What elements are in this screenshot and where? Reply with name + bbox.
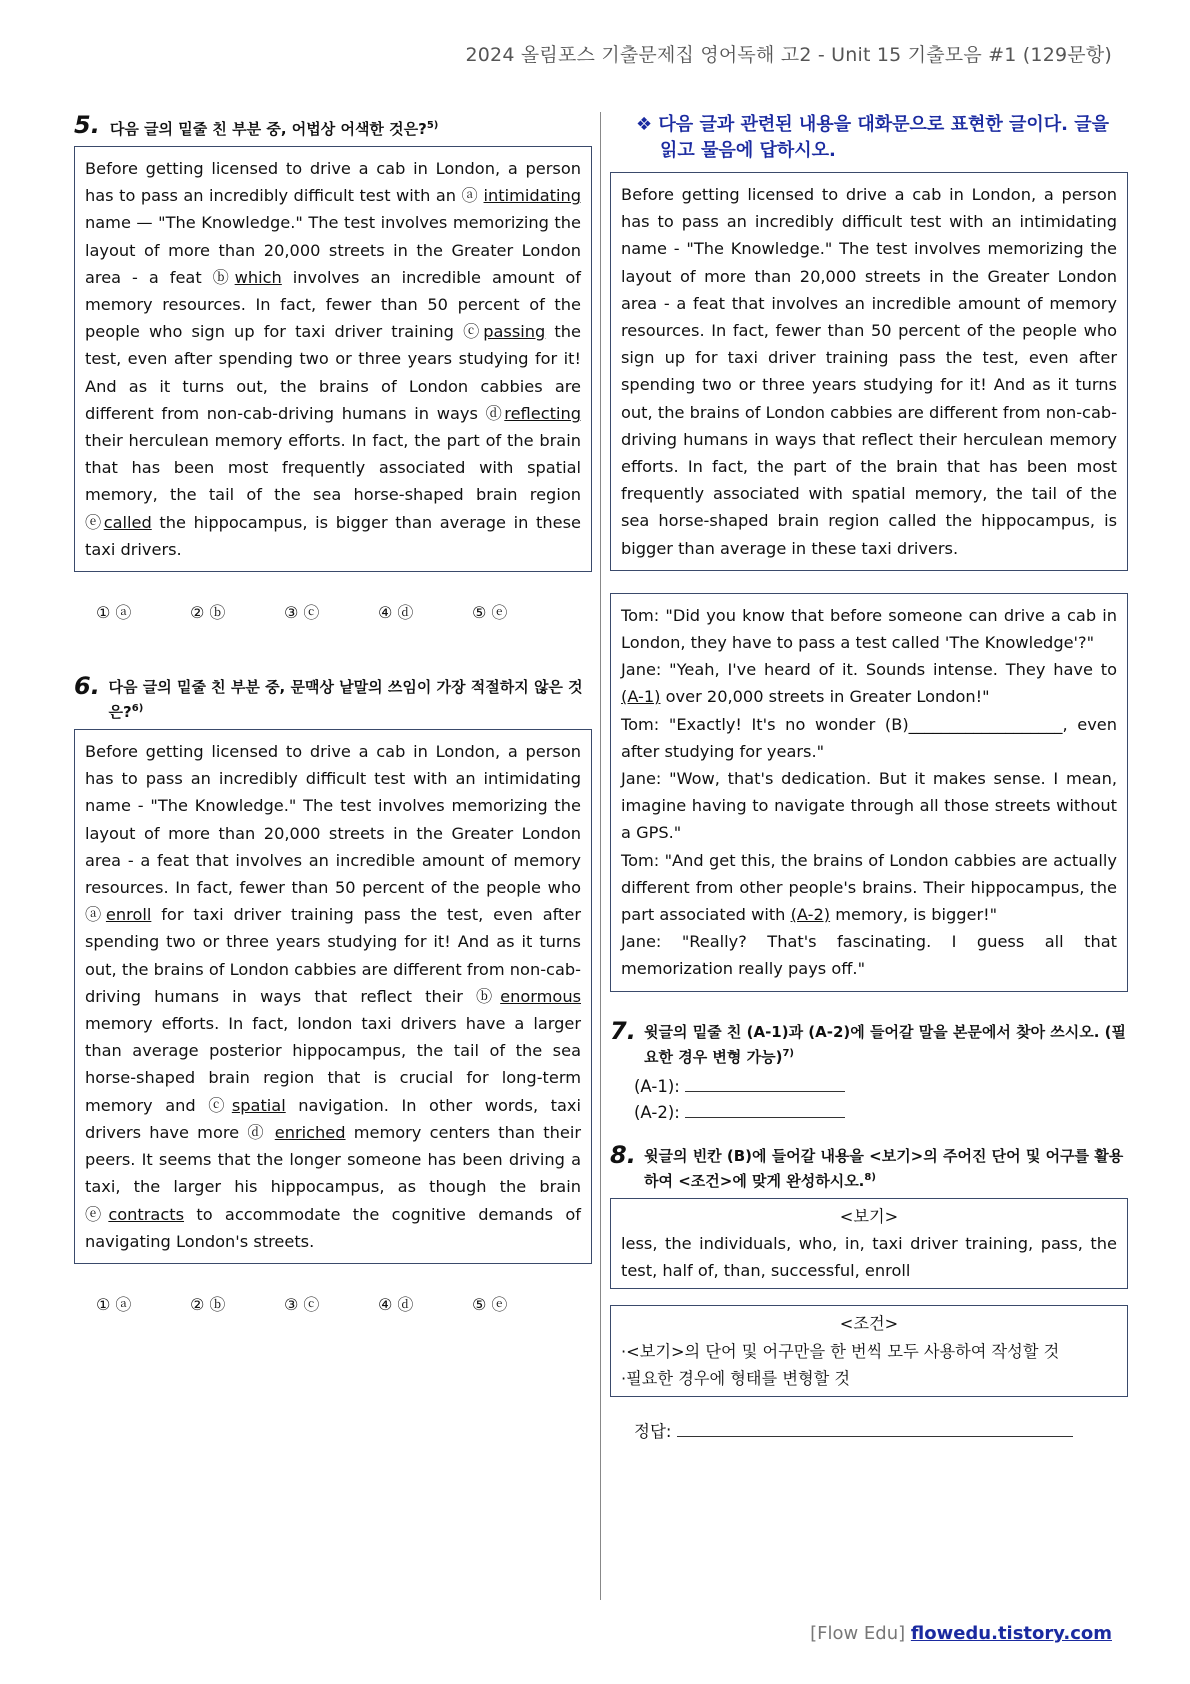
dialogue-box	[610, 593, 1128, 992]
q6-underline-c: spatial	[231, 1095, 286, 1115]
q5-text: the hippocampus, is bigger than average in these taxi drivers.	[85, 512, 582, 559]
blank-a2: (A-2)	[790, 905, 831, 925]
condition-2: ·필요한 경우에 형태를 변형할 것	[621, 1368, 851, 1388]
q5-choice-2[interactable]: ② ⓑ	[190, 603, 226, 623]
q7-label-a2: (A-2):	[634, 1102, 680, 1122]
q6-footnote: 6)	[131, 703, 144, 715]
q6-underline-b: enormous	[500, 986, 582, 1006]
dialogue-text: over 20,000 streets in Greater London!"	[660, 687, 990, 707]
q6-choice-3[interactable]: ③ ⓒ	[284, 1294, 320, 1314]
q6-passage	[74, 729, 592, 1264]
q6-number: 6.	[74, 672, 100, 701]
q5-choice-5[interactable]: ⑤ ⓔ	[472, 603, 508, 623]
q8-title	[610, 1142, 1128, 1192]
q6-marker-b: ⓑ	[475, 986, 501, 1006]
q6-title	[74, 673, 592, 723]
blank-b: ___________________	[908, 714, 1063, 734]
q7-input-a1[interactable]	[685, 1075, 845, 1092]
dialogue-text: memory, is bigger!"	[830, 905, 998, 925]
dialogue-text: Jane: "Yeah, I've heard of it. Sounds intense. They have to	[621, 660, 1117, 680]
q5-choices	[96, 600, 592, 623]
condition-title: <조건>	[839, 1314, 899, 1334]
q5-marker-e: ⓔ	[85, 512, 104, 532]
q6-marker-a: ⓐ	[85, 905, 106, 925]
instructions	[636, 112, 1128, 164]
q5-title	[74, 112, 592, 140]
condition-1: ·<보기>의 단어 및 어구만을 한 번씩 모두 사용하여 작성할 것	[621, 1341, 1060, 1361]
condition-box	[610, 1305, 1128, 1397]
q5-text: Before getting licensed to drive a cab in London, a person has to pass an incredibly difficult test with an	[85, 159, 581, 206]
left-column	[74, 112, 592, 1315]
dialogue-line: Tom: "Did you know that before someone can drive a cab in London, they have to pass a test called 'The Knowledge'?"	[621, 605, 1117, 653]
q6-choice-2[interactable]: ② ⓑ	[190, 1294, 226, 1314]
q5-choice-4[interactable]: ④ ⓓ	[378, 603, 414, 623]
q7-number: 7.	[610, 1016, 636, 1045]
dialogue-line: Jane: "Wow, that's dedication. But it makes sense. I mean, imagine having to navigate through all those streets without a GPS."	[621, 769, 1117, 843]
diamond-bullet-icon: ❖	[636, 114, 653, 135]
q6-text: navigation. In other words, taxi drivers have more	[85, 1095, 582, 1142]
dialogue-text: Tom: "Exactly! It's no wonder (B)	[621, 714, 909, 734]
q6-text: memory centers than their peers. It seems that the longer someone has been driving a taxi, the larger his hippocampus, as though the brain	[85, 1122, 581, 1197]
footer-link[interactable]: flowedu.tistory.com	[910, 1623, 1112, 1644]
q5-marker-c: ⓒ	[463, 322, 484, 342]
q5-choice-3[interactable]: ③ ⓒ	[284, 603, 320, 623]
q8-prompt: 윗글의 빈칸 (B)에 들어갈 내용을 <보기>의 주어진 단어 및 어구를 활용하여 <조건>에 맞게 완성하시오.	[644, 1146, 1124, 1190]
q6-underline-a: enroll	[105, 905, 152, 925]
q5-text: the test, even after spending two or three years studying for it! And as it turns out, the brains of London cabbies are different from non-cab-driving humans in ways	[85, 322, 582, 423]
q7-answer-a2	[634, 1100, 1128, 1126]
q5-marker-d: ⓓ	[485, 403, 505, 423]
q6-choice-1[interactable]: ① ⓐ	[96, 1294, 132, 1314]
q5-underline-e: called	[103, 512, 152, 532]
q5-text: name — "The Knowledge." The test involves memorizing the layout of more than 20,000 streets in the Greater London area - a feat	[85, 213, 581, 287]
dialogue-line: Jane: "Really? That's fascinating. I guess all that memorization really pays off."	[621, 932, 1117, 979]
footer	[810, 1623, 1112, 1644]
q5-underline-c: passing	[483, 322, 546, 342]
q5-underline-a: intimidating	[483, 186, 581, 206]
dialogue-text: Tom: "And get this, the brains of London cabbies are actually different from other people's brains. Their hippocampus, the part associated with	[621, 850, 1117, 925]
q8-answer-input[interactable]	[677, 1420, 1073, 1437]
q7-footnote: 7)	[782, 1047, 794, 1059]
dialogue-line	[621, 656, 1117, 710]
q6-choices	[96, 1292, 592, 1315]
q6-text: memory efforts. In fact, london taxi drivers have a larger than average posterior hippocampus, the tail of the sea horse-shaped brain region that is crucial for long-term memory and	[85, 1014, 581, 1115]
q6-marker-c: ⓒ	[208, 1095, 232, 1115]
q6-text: Before getting licensed to drive a cab in London, a person has to pass an incredibly difficult test with an intimidating name - "The Knowledge." The test involves memorizing the layout of more than 20,000 streets in the Greater London area - a feat that involves an incredible amount of memory resources. In fact, fewer than 50 percent of the people who	[85, 742, 581, 898]
bogi-words: less, the individuals, who, in, taxi driver training, pass, the test, half of, than, successful, enroll	[621, 1233, 1117, 1281]
q6-text: for taxi driver training pass the test, even after spending two or three years studying for it! And as it turns out, the brains of London cabbies are different from non-cab-driving humans in ways that reflect their	[85, 905, 582, 1006]
q6-text: to accommodate the cognitive demands of navigating London's streets.	[85, 1204, 582, 1251]
q5-choice-1[interactable]: ① ⓐ	[96, 603, 132, 623]
q6-underline-d: enriched	[274, 1122, 346, 1142]
instructions-text: 다음 글과 관련된 내용을 대화문으로 표현한 글이다. 글을 읽고 물음에 답하시오.	[658, 114, 1110, 161]
page-header: 2024 올림포스 기출문제집 영어독해 고2 - Unit 15 기출모음 #1 (129문항)	[465, 44, 1112, 66]
q6-prompt: 다음 글의 밑줄 친 부분 중, 문맥상 낱말의 쓰임이 가장 적절하지 않은 것은?	[108, 678, 583, 722]
q5-prompt: 다음 글의 밑줄 친 부분 중, 어법상 어색한 것은?	[109, 120, 427, 138]
dialogue-text: , even after studying for years."	[621, 714, 1117, 761]
footer-label: [Flow Edu]	[810, 1623, 906, 1644]
source-passage: Before getting licensed to drive a cab in London, a person has to pass an incredibly difficult test with an intimidating name - "The Knowledge." The test involves memorizing the layout of more than 20,000 streets in the Greater London area - a feat that involves an incredible amount of memory resources. In fact, fewer than 50 percent of the people who sign up for taxi driver training pass the test, even after spending two or three years studying for it! And as it turns out, the brains of London cabbies are different from non-cab-driving humans in ways that reflect their herculean memory efforts. In fact, the part of the brain that has been most frequently associated with spatial memory, the tail of the sea horse-shaped brain region called the hippocampus, is bigger than average in these taxi drivers.	[610, 172, 1128, 571]
blank-a1: (A-1)	[621, 687, 661, 707]
q5-text: involves an incredible amount of memory resources. In fact, fewer than 50 percent of the people who sign up for taxi driver training	[85, 267, 581, 342]
q7-label-a1: (A-1):	[634, 1076, 680, 1096]
q7-prompt: 윗글의 밑줄 친 (A-1)과 (A-2)에 들어갈 말을 본문에서 찾아 쓰시오. (필요한 경우 변형 가능)	[644, 1022, 1127, 1066]
q8-answer	[634, 1419, 1128, 1445]
bogi-box	[610, 1198, 1128, 1290]
dialogue-line	[621, 711, 1117, 765]
q8-number: 8.	[610, 1140, 636, 1169]
q5-underline-b: which	[234, 267, 282, 287]
right-column	[610, 112, 1128, 1445]
q5-marker-a: ⓐ	[461, 186, 479, 206]
q6-marker-d: ⓓ	[247, 1122, 267, 1142]
q8-footnote: 8)	[864, 1171, 876, 1183]
bogi-title: <보기>	[839, 1206, 899, 1226]
q5-text: their herculean memory efforts. In fact, the part of the brain that has been most frequently associated with spatial memory, the tail of the sea horse-shaped brain region	[85, 431, 581, 505]
q5-passage	[74, 146, 592, 572]
q5-underline-d: reflecting	[504, 403, 581, 423]
q5-number: 5.	[74, 111, 100, 139]
q6-choice-5[interactable]: ⑤ ⓔ	[472, 1294, 508, 1314]
q6-choice-4[interactable]: ④ ⓓ	[378, 1294, 414, 1314]
column-divider	[600, 112, 601, 1600]
q7-answer-a1	[634, 1074, 1128, 1100]
q5-marker-b: ⓑ	[212, 267, 235, 287]
q6-marker-e: ⓔ	[85, 1204, 109, 1224]
dialogue-line	[621, 847, 1117, 929]
q5-footnote: 5)	[426, 120, 439, 131]
q8-answer-label: 정답:	[634, 1421, 672, 1441]
q7-title	[610, 1018, 1128, 1068]
q7-input-a2[interactable]	[685, 1101, 845, 1118]
q6-underline-e: contracts	[108, 1204, 185, 1224]
